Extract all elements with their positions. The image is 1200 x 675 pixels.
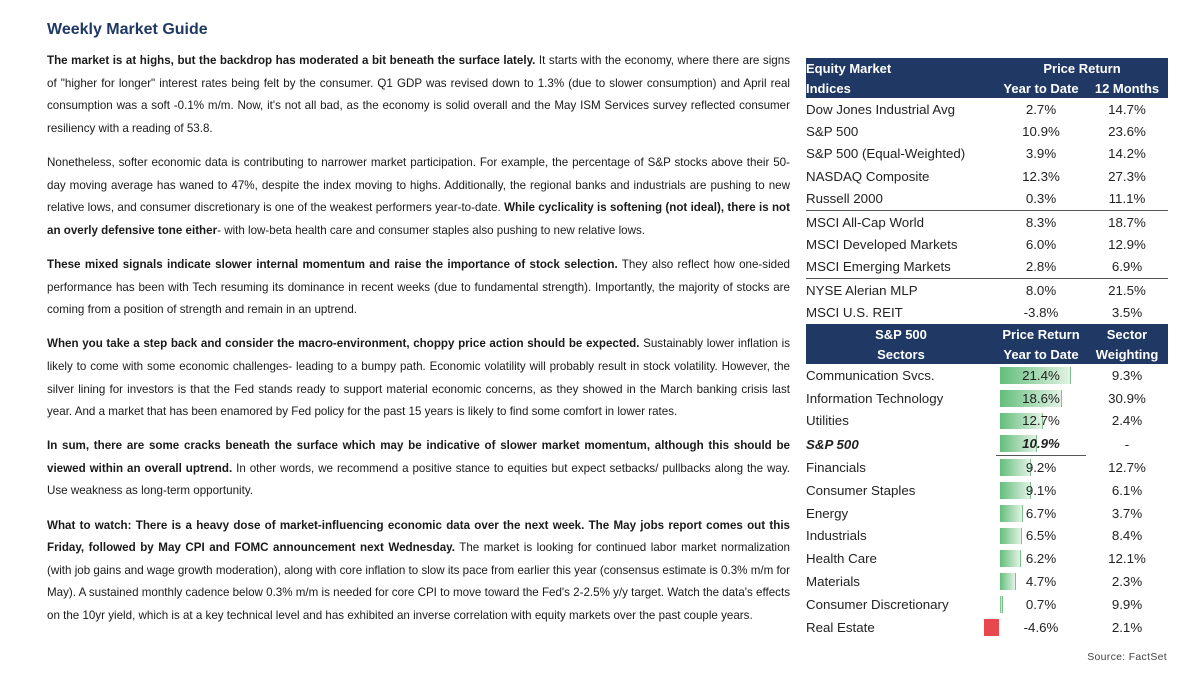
sector-header-weighting: Weighting [1086,344,1168,364]
paragraph-5: In sum, there are some cracks beneath the surface which may be indicative of slower market momentum, although this should be viewed within an overall uptrend. In other words, we recommend a positive stance to equities but expect setbacks/ pullbacks along the way. Use weakness as long-term opportunity. [47,439,790,498]
equity-12m-value: 6.9% [1086,256,1168,279]
sector-ytd-value: 6.2% [1025,551,1057,567]
sector-name: Consumer Discretionary [806,596,949,612]
sector-weighting: 9.9% [1111,596,1143,612]
equity-12m-value: 12.9% [1108,237,1146,253]
sector-weighting: 3.7% [1111,505,1143,521]
sector-row [806,616,1168,639]
sector-row [806,570,1168,593]
sector-ytd-value: 4.7% [1025,574,1057,590]
equity-12m-value: 14.7% [1108,101,1146,117]
equity-index-name: MSCI All-Cap World [806,214,924,230]
sector-row [806,364,1168,387]
equity-header-price-return: Price Return [996,58,1168,78]
sector-row [806,547,1168,570]
equity-header-subtitle: Indices [806,78,996,98]
sector-ytd-cell [996,387,1086,410]
equity-indices-table [806,58,1168,325]
sector-weighting: 2.3% [1111,574,1143,590]
equity-row [806,279,1168,302]
equity-row [806,210,1168,233]
equity-index-name: MSCI Developed Markets [806,237,958,253]
equity-ytd-value: 2.8% [996,256,1086,279]
equity-12m-value: 14.2% [1108,146,1146,162]
equity-ytd-value: 12.3% [1022,168,1060,184]
sector-weighting: 12.1% [1108,551,1146,567]
equity-12m-value: 18.7% [1108,214,1146,230]
equity-index-name: NASDAQ Composite [806,168,930,184]
equity-12m-value: 23.6% [1108,124,1146,140]
sector-name: Communication Svcs. [806,367,935,383]
sector-ytd-cell [996,456,1086,479]
sector-header-title: S&P 500 [806,324,996,344]
equity-ytd-value: 10.9% [1022,124,1060,140]
sector-name: S&P 500 [806,436,859,452]
sector-row [806,387,1168,410]
sector-ytd-cell [996,525,1086,548]
source-note: Source: FactSet [1087,651,1167,663]
sector-name: Financials [806,459,866,475]
sector-name: Real Estate [806,619,875,635]
equity-index-name: Dow Jones Industrial Avg [806,101,956,117]
sector-name: Information Technology [806,390,944,406]
paragraph-1: The market is at highs, but the backdrop has moderated a bit beneath the surface lately. It starts with the economy, where there are signs of "higher for longer" interest rates being felt by the consumer. Q1 GDP was revised down to 1.3% (due to slower consumption) and April real consumption was a soft -0.1% m/m. Now, it's not all bad, as the economy is solid overall and the May ISM Services survey reflected consumer resiliency with a reading of 53.8. [47,54,790,135]
sector-weighting: - [1124,436,1130,452]
sector-weighting: 2.1% [1111,619,1143,635]
equity-row [806,143,1168,165]
equity-ytd-value: 0.3% [996,188,1086,211]
equity-row [806,120,1168,142]
sector-ytd-value: 9.1% [1025,482,1057,498]
equity-12m-value: 11.1% [1086,188,1168,211]
equity-ytd-value: -3.8% [996,302,1086,325]
sector-ytd-cell [996,502,1086,525]
sector-ytd-value: 10.9% [1022,436,1060,452]
sector-row [806,593,1168,616]
equity-index-name: MSCI U.S. REIT [806,302,996,325]
equity-row [806,98,1168,120]
sector-weighting: 30.9% [1108,390,1146,406]
equity-index-name: Russell 2000 [806,188,996,211]
sector-ytd-value: 6.5% [1025,528,1057,544]
paragraph-6: What to watch: There is a heavy dose of market-influencing economic data over the next week. The May jobs report comes out this Friday, followed by May CPI and FOMC announcement next Wednesday. The market is looking for continued labor market normalization (with job gains and wage growth moderation), along with core inflation to slow its pace from earlier this year (consensus estimate is 0.3% m/m for May). A sustained monthly cadence below 0.3% m/m is needed for core CPI to move toward the Fed's 2-2.5% y/y target. Watch the data's effects on the 10yr yield, which is at a key technical level and has exhibited an inverse correlation with equity markets over the past couple years. [47,518,790,623]
sector-ytd-cell [996,410,1086,433]
sector-ytd-value: 18.6% [1022,390,1060,406]
sector-row [806,479,1168,502]
sector-ytd-value: 12.7% [1022,413,1060,429]
sector-header-ytd: Year to Date [996,344,1086,364]
paragraph-4: When you take a step back and consider the macro-environment, choppy price action should be expected. Sustainably lower inflation is likely to come with some economic challenges- leading to a bumpy path. Economic volatility will probably result in stock volatility. However, the silver lining for investors is that the Fed stands ready to support material economic concerns, as they showed in the March banking crisis last year. And a market that has been enamored by Fed policy for the past 15 years is likely to find some comfort in lower rates. [47,337,791,419]
sector-name: Energy [806,505,849,521]
equity-row [806,233,1168,255]
sector-weighting: 8.4% [1111,528,1143,544]
sector-ytd-value: 0.7% [1025,596,1057,612]
equity-header-title: Equity Market [806,58,996,78]
sector-name: Utilities [806,413,849,429]
equity-index-name: MSCI Emerging Markets [806,256,996,279]
sector-weighting: 12.7% [1108,459,1146,475]
equity-ytd-value: 8.0% [1025,282,1057,298]
equity-row [806,302,1168,325]
sector-row [806,410,1168,433]
sector-ytd-cell [996,570,1086,593]
equity-header-12m: 12 Months [1086,78,1168,98]
sector-name: Health Care [806,551,877,567]
sector-ytd-cell [996,364,1086,387]
sector-weighting: 9.3% [1111,367,1143,383]
sector-weighting: 2.4% [1111,413,1143,429]
sector-name: Industrials [806,528,867,544]
sector-ytd-value: -4.6% [1023,619,1059,635]
equity-row [806,188,1168,211]
sector-name: Consumer Staples [806,482,916,498]
page-title: Weekly Market Guide [47,21,208,38]
sector-header-sector: Sector [1086,324,1168,344]
sector-weighting: 6.1% [1111,482,1143,498]
equity-ytd-value: 8.3% [1025,214,1057,230]
sector-name: Materials [806,574,860,590]
sector-row [806,456,1168,479]
sector-ytd-cell [996,479,1086,502]
sector-ytd-cell [996,616,1086,639]
equity-12m-value: 21.5% [1108,282,1146,298]
equity-12m-value: 3.5% [1086,302,1168,325]
sector-ytd-value: 21.4% [1022,367,1060,383]
sector-row [806,502,1168,525]
sector-ytd-cell [996,432,1086,455]
sector-table [806,324,1168,639]
sector-row [806,525,1168,548]
sector-ytd-cell [996,547,1086,570]
equity-index-name: NYSE Alerian MLP [806,282,918,298]
equity-row [806,165,1168,187]
equity-row [806,256,1168,279]
sector-ytd-cell [996,593,1086,616]
paragraph-3: These mixed signals indicate slower internal momentum and raise the importance of stock selection. They also reflect how one-sided performance has been with Tech resuming its dominance in recent weeks (due to fundamental strength). Importantly, the majority of stocks are coming from a position of strength and remain in an uptrend. [47,257,791,317]
equity-12m-value: 27.3% [1108,168,1146,184]
sector-ytd-value: 6.7% [1025,505,1057,521]
equity-ytd-value: 3.9% [1025,146,1057,162]
equity-index-name: S&P 500 (Equal-Weighted) [806,146,966,162]
paragraph-2: Nonetheless, softer economic data is contributing to narrower market participation. For example, the percentage of S&P stocks above their 50-day moving average has waned to 47%, despite the index moving to highs. Additionally, the regional banks and industrials are pushing to new relative lows, and consumer discretionary is one of the weakest performers year-to-date. While cyclicality is softening (not ideal), there is not an overly defensive tone either- with low-beta health care and consumer staples also pushing to new relative lows. [47,155,790,237]
equity-header-ytd: Year to Date [996,78,1086,98]
equity-ytd-value: 6.0% [1025,237,1057,253]
sector-header-price-return: Price Return [996,324,1086,344]
sector-ytd-value: 9.2% [1025,460,1057,476]
sector-header-subtitle: Sectors [806,344,996,364]
commentary-body [47,50,790,639]
equity-ytd-value: 2.7% [1025,101,1057,117]
equity-index-name: S&P 500 [806,124,859,140]
sector-row [806,432,1168,455]
